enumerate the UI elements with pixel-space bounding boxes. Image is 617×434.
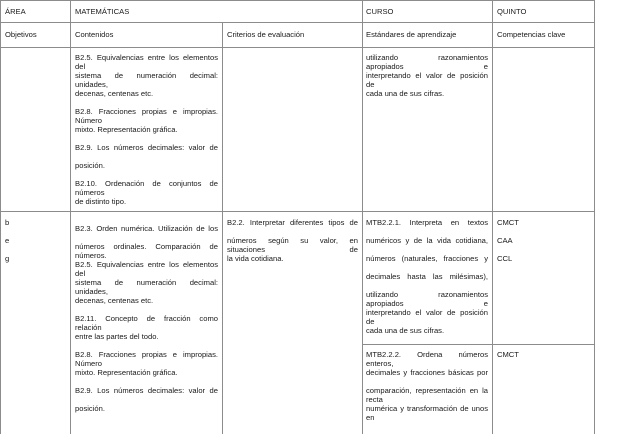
row1-contenidos-line: decenas, centenas etc. [75, 89, 154, 98]
row1-estandares-line: utilizando razonamientos apropiados e [366, 53, 488, 71]
row2-contenidos-line: B2.3. Orden numérica. Utilización de los [75, 224, 218, 233]
row2-contenidos-line: decenas, centenas etc. [75, 296, 154, 305]
row1-contenidos-line: B2.5. Equivalencias entre los elementos del [75, 53, 218, 71]
col-header-criterios: Criterios de evaluación [227, 30, 305, 39]
row2-competencia: CCL [497, 254, 513, 263]
table-row-divider [362, 344, 595, 345]
table-row-divider [0, 211, 595, 212]
row2-objetivo: g [5, 254, 10, 263]
row2-estandar1-line: numéricos y de la vida cotidiana, [366, 236, 488, 245]
table-col-divider [492, 0, 493, 434]
table-border-right [594, 0, 595, 434]
row2-estandar1-line: números (naturales, fracciones y [366, 254, 488, 263]
table-border-left [0, 0, 1, 434]
row2-competencia: CAA [497, 236, 513, 245]
row2-objetivo: e [5, 236, 10, 245]
row2-estandar2-line: MTB2.2.2. Ordena números enteros, [366, 350, 488, 368]
row2-contenidos-line: B2.5. Equivalencias entre los elementos del [75, 260, 218, 278]
row1-contenidos-line: B2.8. Fracciones propias e impropias. Número [75, 107, 218, 125]
row2-contenidos-line: números ordinales. Comparación de números. [75, 242, 218, 260]
row2-objetivo: b [5, 218, 10, 227]
row2-estandar2-line: decimales y fracciones básicas por [366, 368, 488, 377]
row2-contenidos-line: sistema de numeración decimal: unidades, [75, 278, 218, 296]
row2-criterios-line: la vida cotidiana. [227, 254, 284, 263]
row1-estandares-line: interpretando el valor de posición de [366, 71, 488, 89]
col-header-estandares: Estándares de aprendizaje [366, 30, 457, 39]
row2-contenidos-line: entre las partes del todo. [75, 332, 159, 341]
row2-estandar1-line: cada una de sus cifras. [366, 326, 445, 335]
row2-criterios-line: números según su valor, en situaciones de [227, 236, 358, 254]
row2-competencia: CMCT [497, 350, 519, 359]
table-col-divider [222, 22, 223, 434]
row1-contenidos-line: B2.9. Los números decimales: valor de [75, 143, 218, 152]
row2-estandar2-line: numérica y transformación de unos en [366, 404, 488, 422]
row1-contenidos-line: mixto. Representación gráfica. [75, 125, 178, 134]
table-col-divider [70, 0, 71, 434]
row2-competencia: CMCT [497, 218, 519, 227]
row2-estandar1-line: MTB2.2.1. Interpreta en textos [366, 218, 488, 227]
row2-estandar2-line: comparación, representación en la recta [366, 386, 488, 404]
table-row-divider [0, 22, 595, 23]
row1-contenidos-line: sistema de numeración decimal: unidades, [75, 71, 218, 89]
col-header-contenidos: Contenidos [75, 30, 114, 39]
table-col-divider [362, 0, 363, 434]
row2-contenidos-line: B2.8. Fracciones propias e impropias. Número [75, 350, 218, 368]
row2-estandar1-line: utilizando razonamientos apropiados e [366, 290, 488, 308]
row2-estandar1-line: decimales hasta las milésimas), [366, 272, 488, 281]
row2-contenidos-line: B2.9. Los números decimales: valor de [75, 386, 218, 395]
row2-estandar1-line: interpretando el valor de posición de [366, 308, 488, 326]
col-header-competencias: Competencias clave [497, 30, 566, 39]
table-row-divider [0, 47, 595, 48]
curso-value: QUINTO [497, 7, 527, 16]
row1-contenidos-line: B2.10. Ordenación de conjuntos de números [75, 179, 218, 197]
curso-label: CURSO [366, 7, 394, 16]
row2-contenidos-line: B2.11. Concepto de fracción como relación [75, 314, 218, 332]
row2-contenidos-line: posición. [75, 404, 105, 413]
row2-criterios-line: B2.2. Interpretar diferentes tipos de [227, 218, 358, 227]
row1-estandares-line: cada una de sus cifras. [366, 89, 445, 98]
area-label: ÁREA [5, 7, 26, 16]
area-value: MATEMÁTICAS [75, 7, 130, 16]
row1-contenidos-line: posición. [75, 161, 105, 170]
table-border-top [0, 0, 595, 1]
row2-contenidos-line: mixto. Representación gráfica. [75, 368, 178, 377]
row1-contenidos-line: de distinto tipo. [75, 197, 127, 206]
col-header-objetivos: Objetivos [5, 30, 37, 39]
